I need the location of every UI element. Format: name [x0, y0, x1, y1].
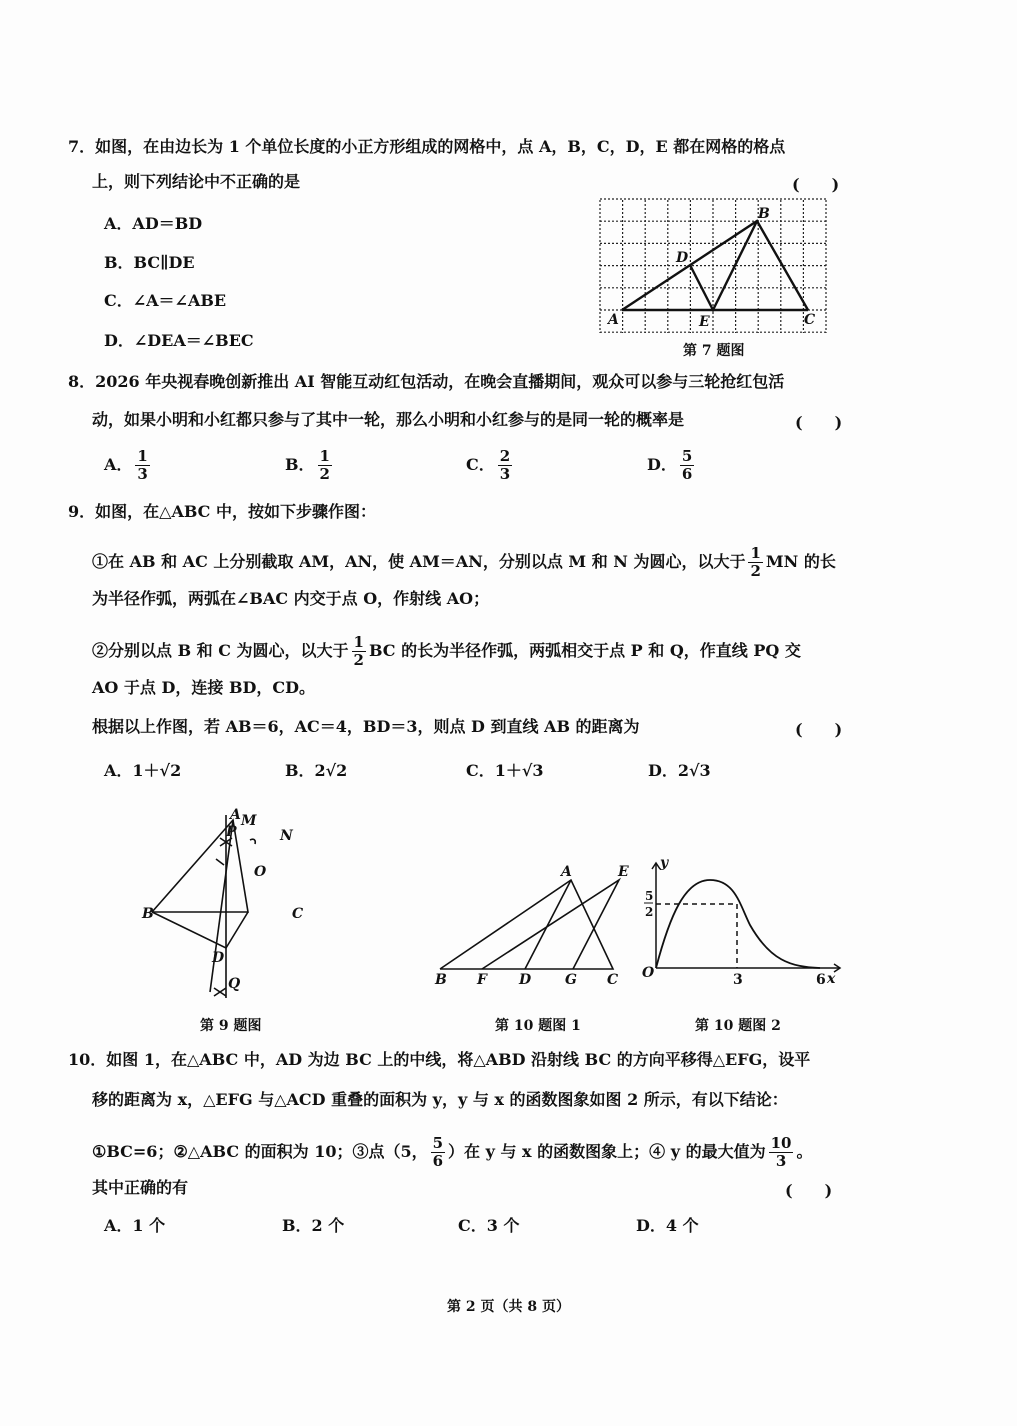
- point-d: D: [519, 972, 532, 988]
- tick-5-2-num: 5: [645, 889, 654, 903]
- q7-stem-line2: 上，则下列结论中不正确的是: [92, 172, 301, 191]
- q8-option-b: B． $\frac{1}{2}$: [285, 447, 330, 483]
- q9-stem: 9．如图，在△ABC 中，按如下步骤作图：: [68, 502, 376, 521]
- q9-question: 根据以上作图，若 AB＝6，AC＝4，BD＝3，则点 D 到直线 AB 的距离为: [92, 717, 640, 736]
- q9-step2-line2: AO 于点 D，连接 BD，CD。: [92, 678, 315, 697]
- origin-label: O: [642, 965, 655, 981]
- q7-figure-caption: 第 7 题图: [683, 343, 745, 359]
- point-d: D: [676, 250, 689, 266]
- q9-step1-line1: ①在 AB 和 AC 上分别截取 AM，AN，使 AM＝AN，分别以点 M 和 N 为圆心，以大于 $\frac{1}{2}$ MN 的长: [92, 544, 836, 580]
- point-m: M: [241, 813, 257, 829]
- q10-figure-2-caption: 第 10 题图 2: [695, 1018, 781, 1034]
- tick-5-2-den: 2: [645, 905, 654, 919]
- q9-figure-caption: 第 9 题图: [200, 1018, 262, 1034]
- point-q: Q: [228, 976, 241, 992]
- axis-x-label: x: [827, 971, 836, 987]
- point-e: E: [618, 864, 629, 880]
- point-b: B: [435, 972, 447, 988]
- q7-option-c: C．∠A＝∠ABE: [104, 291, 227, 310]
- point-a: A: [561, 864, 572, 880]
- q10-stem-question: 其中正确的有: [92, 1178, 189, 1197]
- q10-option-d: D．4 个: [636, 1216, 699, 1235]
- q7-option-a: A．AD＝BD: [104, 214, 203, 233]
- q7-answer-paren: ( ): [792, 175, 840, 194]
- q9-option-b: B．2√2: [285, 761, 348, 780]
- q8-stem-line1: 8．2026 年央视春晚创新推出 AI 智能互动红包活动，在晚会直播期间，观众可以参与三轮抢红包活: [68, 372, 785, 391]
- q9-step2-line1: ②分别以点 B 和 C 为圆心，以大于 $\frac{1}{2}$ BC 的长为半径作弧，两弧相交于点 P 和 Q，作直线 PQ 交: [92, 633, 801, 669]
- q8-options: [104, 448, 697, 482]
- point-p: P: [226, 824, 237, 840]
- point-a: A: [230, 807, 241, 823]
- point-b: B: [758, 206, 770, 222]
- q9-option-c: C．1＋√3: [466, 761, 544, 780]
- axis-y-label: y: [660, 855, 669, 871]
- q9-step1-line2: 为半径作弧，两弧在∠BAC 内交于点 O，作射线 AO；: [92, 589, 490, 608]
- q9-figure: [130, 800, 330, 1000]
- q10-option-a: A．1 个: [104, 1216, 166, 1235]
- q10-stem-line1: 10．如图 1，在△ABC 中，AD 为边 BC 上的中线，将△ABD 沿射线 BC 的方向平移得△EFG，设平: [68, 1050, 811, 1069]
- q10-conclusions: ①BC=6；②△ABC 的面积为 10；③点（5， $\frac{5}{6}$ ）在 y 与 x 的函数图象上；④ y 的最大值为 $\frac{10}{3}$ 。: [92, 1134, 813, 1170]
- q10-option-b: B．2 个: [282, 1216, 345, 1235]
- q10-option-c: C．3 个: [458, 1216, 520, 1235]
- point-f: F: [477, 972, 487, 988]
- page-footer: 第 2 页（共 8 页）: [447, 1299, 570, 1315]
- point-c: C: [607, 972, 619, 988]
- point-e: E: [699, 314, 710, 330]
- point-c: C: [292, 906, 304, 922]
- point-c: C: [804, 312, 816, 328]
- q10-figure-1-caption: 第 10 题图 1: [495, 1018, 581, 1034]
- q7-stem-line1: 7．如图，在由边长为 1 个单位长度的小正方形组成的网格中，点 A，B，C，D，E 都在网格的格点: [68, 137, 786, 156]
- point-d: D: [212, 950, 225, 966]
- point-a: A: [608, 312, 619, 328]
- q9-option-a: A．1＋√2: [104, 761, 182, 780]
- point-n: N: [280, 828, 293, 844]
- q10-answer-paren: ( ): [785, 1181, 833, 1200]
- q8-answer-paren: ( ): [795, 413, 843, 432]
- q9-answer-paren: ( ): [795, 720, 843, 739]
- q10-stem-line2: 移的距离为 x，△EFG 与△ACD 重叠的面积为 y，y 与 x 的函数图象如图 2 所示，有以下结论：: [92, 1090, 788, 1109]
- q8-option-a: A． $\frac{1}{3}$: [104, 447, 148, 483]
- q7-option-d: D．∠DEA＝∠BEC: [104, 331, 254, 350]
- q9-option-d: D．2√3: [648, 761, 711, 780]
- point-g: G: [565, 972, 577, 988]
- point-b: B: [142, 906, 154, 922]
- q7-grid-figure: [598, 198, 838, 338]
- q10-figure-1: [425, 860, 645, 990]
- tick-6: 6: [816, 972, 826, 988]
- point-o: O: [254, 864, 267, 880]
- q7-option-b: B．BC∥DE: [104, 253, 195, 272]
- q8-stem-line2: 动，如果小明和小红都只参与了其中一轮，那么小明和小红参与的是同一轮的概率是: [92, 410, 685, 429]
- q10-figure-2-graph: [640, 855, 850, 990]
- q8-option-c: C． $\frac{2}{3}$: [466, 447, 511, 483]
- tick-3: 3: [733, 972, 743, 988]
- q8-option-d: D． $\frac{5}{6}$: [647, 447, 693, 483]
